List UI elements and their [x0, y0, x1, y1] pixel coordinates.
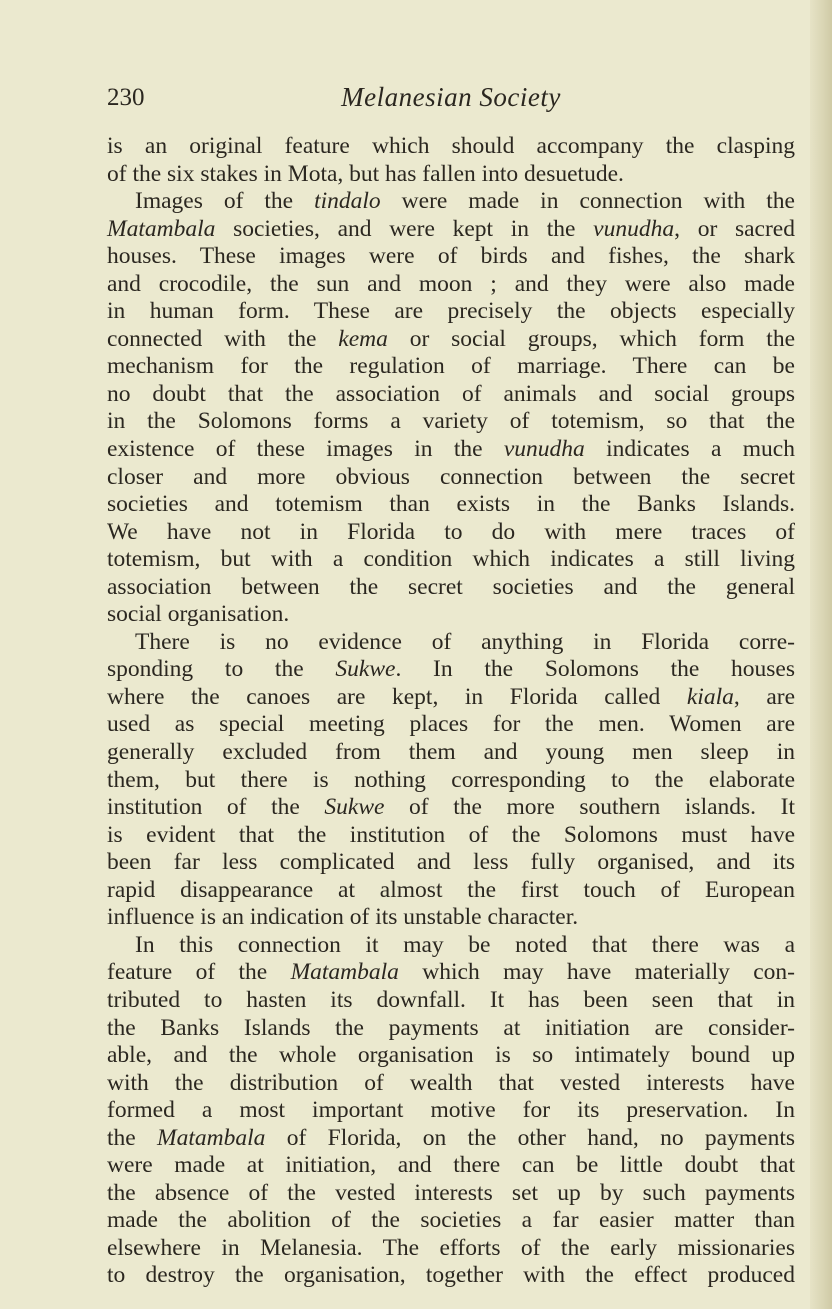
text-segment: , or sacred: [674, 215, 795, 242]
text-segment: no doubt that the association of animals and social groups: [107, 380, 795, 407]
text-line: [107, 1235, 795, 1263]
text-line: [107, 133, 795, 161]
text-line: [107, 684, 795, 712]
italic-term: tindalo: [314, 188, 381, 215]
text-segment: social organisation.: [107, 601, 290, 628]
text-segment: is an original feature which should accompany the clasping: [107, 133, 795, 159]
text-segment: generally excluded from them and young men sleep in: [107, 739, 795, 766]
text-segment: the Banks Islands the payments at initiation are consider-: [107, 1014, 795, 1041]
text-line: [107, 1015, 795, 1043]
text-line: [107, 656, 795, 684]
text-segment: societies and totemism than exists in the Banks Islands.: [107, 491, 795, 518]
page-number: 230: [107, 84, 145, 111]
text-segment: Images of the: [135, 188, 315, 215]
text-segment: We have not in Florida to do with mere traces of: [107, 518, 795, 545]
text-segment: , are: [733, 683, 796, 710]
text-segment: totemism, but with a condition which indicates a still living: [107, 546, 795, 573]
italic-term: Sukwe: [335, 656, 396, 683]
text-line: [107, 629, 795, 657]
text-segment: which may have materially con-: [398, 959, 795, 986]
text-line: [107, 932, 795, 960]
text-line: [107, 904, 795, 932]
text-segment: There is no evidence of anything in Florida corre-: [135, 628, 795, 655]
text-line: [107, 298, 795, 326]
text-segment: sponding to the: [107, 656, 336, 683]
text-line: [107, 739, 795, 767]
text-segment: rapid disappearance at almost the first touch of European: [107, 876, 795, 903]
text-line: [107, 767, 795, 795]
text-segment: and crocodile, the sun and moon ; and they were also made: [107, 270, 795, 297]
text-segment: mechanism for the regulation of marriage. There can be: [107, 353, 795, 380]
text-line: [107, 987, 795, 1015]
running-title: Melanesian Society: [341, 82, 561, 112]
text-line: [107, 381, 795, 409]
text-segment: elsewhere in Melanesia. The efforts of the early missionaries: [107, 1234, 795, 1261]
text-segment: indicates a much: [584, 436, 795, 463]
text-line: [107, 1180, 795, 1208]
text-line: [107, 161, 795, 189]
text-segment: made the abolition of the societies a far easier matter than: [107, 1207, 795, 1234]
text-segment: been far less complicated and less fully organised, and its: [107, 849, 795, 876]
italic-term: Sukwe: [324, 794, 385, 821]
text-line: [107, 877, 795, 905]
text-segment: houses. These images were of birds and fishes, the shark: [107, 243, 795, 270]
text-segment: with the distribution of wealth that vested interests have: [107, 1069, 795, 1096]
body-text: [107, 133, 795, 1290]
text-line: [107, 408, 795, 436]
text-line: [107, 353, 795, 381]
text-segment: institution of the: [107, 794, 325, 821]
text-segment: tributed to hasten its downfall. It has been seen that in: [107, 986, 795, 1013]
text-segment: . In the Solomons the houses: [395, 656, 795, 683]
running-header: [107, 82, 795, 116]
text-segment: association between the secret societies and the general: [107, 573, 795, 600]
text-segment: influence is an indication of its unstable character.: [107, 904, 579, 931]
text-line: [107, 794, 795, 822]
text-segment: used as special meeting places for the men. Women are: [107, 711, 795, 738]
text-segment: were made in connection with the: [380, 188, 795, 215]
text-segment: In this connection it may be noted that there was a: [135, 931, 795, 958]
text-line: [107, 1207, 795, 1235]
italic-term: kiala: [686, 683, 734, 710]
italic-term: Matambala: [107, 215, 216, 242]
text-line: [107, 491, 795, 519]
text-segment: existence of these images in the: [107, 436, 504, 463]
text-segment: them, but there is nothing corresponding to the elaborate: [107, 766, 795, 793]
page-edge-shadow: [810, 0, 832, 1309]
italic-term: kema: [338, 325, 388, 352]
text-line: [107, 574, 795, 602]
text-line: [107, 436, 795, 464]
italic-term: vunudha: [593, 215, 675, 242]
text-line: [107, 188, 795, 216]
text-segment: societies, and were kept in the: [215, 215, 594, 242]
text-line: [107, 1070, 795, 1098]
text-segment: connected with the: [107, 325, 339, 352]
text-segment: to destroy the organisation, together with the effect produced: [107, 1262, 795, 1289]
text-line: [107, 959, 795, 987]
text-line: [107, 216, 795, 244]
italic-term: vunudha: [503, 436, 585, 463]
text-line: [107, 1125, 795, 1153]
text-segment: where the canoes are kept, in Florida called: [107, 683, 687, 710]
text-segment: formed a most important motive for its preservation. In: [107, 1097, 795, 1124]
text-segment: the absence of the vested interests set up by such payments: [107, 1179, 795, 1206]
text-segment: is evident that the institution of the Solomons must have: [107, 821, 795, 848]
text-line: [107, 271, 795, 299]
text-segment: in human form. These are precisely the objects especially: [107, 298, 795, 325]
text-segment: of the more southern islands. It: [384, 794, 795, 821]
text-line: [107, 601, 795, 629]
text-segment: closer and more obvious connection between the secret: [107, 463, 795, 490]
text-line: [107, 1042, 795, 1070]
text-segment: of Florida, on the other hand, no payments: [265, 1124, 795, 1151]
text-line: [107, 326, 795, 354]
text-line: [107, 711, 795, 739]
text-line: [107, 546, 795, 574]
text-line: [107, 822, 795, 850]
text-segment: of the six stakes in Mota, but has fallen into desuetude.: [107, 160, 624, 187]
text-segment: or social groups, which form the: [387, 325, 795, 352]
text-line: [107, 519, 795, 547]
text-line: [107, 1097, 795, 1125]
text-segment: feature of the: [107, 959, 291, 986]
text-segment: able, and the whole organisation is so intimately bound up: [107, 1042, 795, 1069]
text-line: [107, 1262, 795, 1290]
text-line: [107, 1152, 795, 1180]
text-segment: were made at initiation, and there can be little doubt that: [107, 1152, 795, 1179]
text-line: [107, 243, 795, 271]
text-segment: in the Solomons forms a variety of totemism, so that the: [107, 408, 795, 435]
text-segment: the: [107, 1124, 158, 1151]
italic-term: Matambala: [290, 959, 399, 986]
italic-term: Matambala: [157, 1124, 266, 1151]
text-line: [107, 464, 795, 492]
text-line: [107, 849, 795, 877]
